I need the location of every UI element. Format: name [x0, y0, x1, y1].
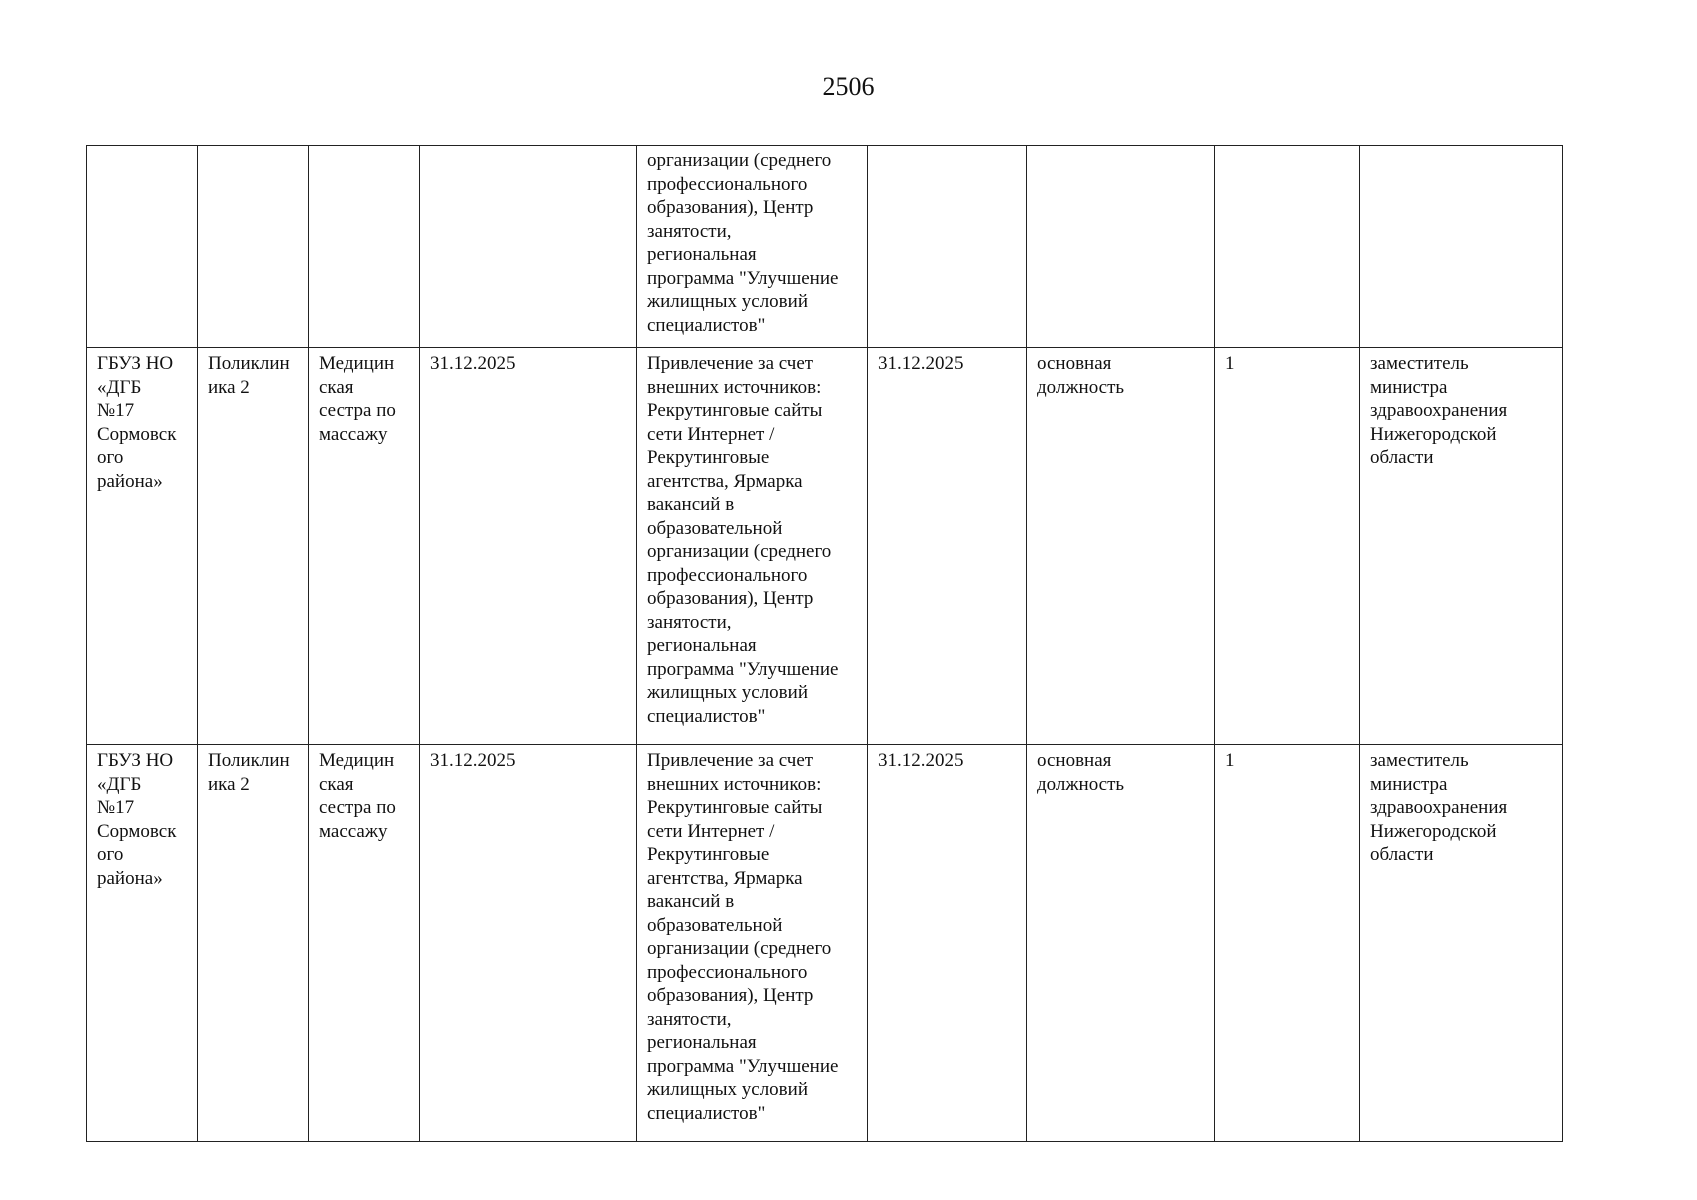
cell-count: 1	[1215, 745, 1360, 1142]
text-line: ская	[319, 376, 354, 398]
text-line: Нижегородской	[1370, 423, 1497, 445]
table-row-continuation	[87, 146, 1563, 348]
text-line: сестра по	[319, 400, 396, 421]
org-text	[97, 749, 187, 890]
text-line: региональная	[647, 635, 757, 656]
type-text	[1037, 352, 1204, 399]
text-line: специалистов"	[647, 1102, 766, 1124]
cell-date-2	[868, 146, 1027, 348]
text-line: специалистов"	[647, 705, 766, 727]
text-line: жилищных условий	[647, 682, 808, 703]
text-line: образования), Центр	[647, 985, 814, 1006]
text-line: вакансий в	[647, 891, 735, 912]
text-line: Поликлин	[208, 750, 290, 771]
staffing-table	[86, 145, 1563, 1142]
text-line: района»	[97, 470, 163, 492]
text-line: профессионального	[647, 564, 808, 586]
unit-text	[208, 352, 298, 399]
cell-org	[87, 745, 198, 1142]
cell-count: 1	[1215, 348, 1360, 745]
cell-date-2: 31.12.2025	[868, 745, 1027, 1142]
text-line: жилищных условий	[647, 291, 808, 312]
text-line: образовательной	[647, 517, 783, 539]
text-line: Поликлин	[208, 353, 290, 374]
text-line: «ДГБ	[97, 773, 142, 795]
text-line: профессионального	[647, 961, 808, 983]
org-text	[97, 352, 187, 493]
text-line: Привлечение за счет	[647, 750, 814, 771]
cell-date-1	[420, 146, 637, 348]
method-text	[647, 749, 857, 1125]
text-line: №17	[97, 400, 135, 421]
cell-type	[1027, 146, 1215, 348]
cell-unit	[198, 348, 309, 745]
text-line: сети Интернет /	[647, 820, 775, 842]
text-line: ская	[319, 773, 354, 795]
cell-count	[1215, 146, 1360, 348]
text-line: ика 2	[208, 376, 250, 398]
text-line: области	[1370, 844, 1434, 865]
text-line: агентства, Ярмарка	[647, 470, 803, 492]
text-line: программа "Улучшение	[647, 658, 839, 680]
text-line: образования), Центр	[647, 588, 814, 609]
text-line: области	[1370, 447, 1434, 468]
cell-method	[637, 146, 868, 348]
text-line: программа "Улучшение	[647, 267, 839, 289]
text-line: массажу	[319, 423, 388, 445]
text-line: занятости,	[647, 611, 732, 633]
text-line: сети Интернет /	[647, 423, 775, 445]
text-line: региональная	[647, 244, 757, 265]
text-line: Медицин	[319, 750, 395, 771]
text-line: вакансий в	[647, 494, 735, 515]
method-text	[647, 352, 857, 728]
text-line: должность	[1037, 773, 1125, 795]
text-line: министра	[1370, 376, 1448, 398]
cell-date-2: 31.12.2025	[868, 348, 1027, 745]
responsible-text	[1370, 352, 1552, 470]
text-line: массажу	[319, 820, 388, 842]
text-line: ого	[97, 844, 124, 865]
cell-org	[87, 348, 198, 745]
text-line: Нижегородской	[1370, 820, 1497, 842]
text-line: министра	[1370, 773, 1448, 795]
text-line: организации (среднего	[647, 938, 832, 959]
text-line: жилищных условий	[647, 1079, 808, 1100]
text-line: «ДГБ	[97, 376, 142, 398]
cell-method	[637, 348, 868, 745]
text-line: основная	[1037, 353, 1112, 374]
text-line: основная	[1037, 750, 1112, 771]
text-line: Рекрутинговые	[647, 447, 770, 468]
text-line: образования), Центр	[647, 197, 814, 218]
text-line: специалистов"	[647, 314, 766, 336]
page-number: 2506	[822, 72, 875, 101]
text-line: ГБУЗ НО	[97, 750, 174, 771]
position-text	[319, 749, 409, 843]
cell-method	[637, 745, 868, 1142]
text-line: Медицин	[319, 353, 395, 374]
text-line: заместитель	[1370, 353, 1469, 374]
text-line: района»	[97, 867, 163, 889]
text-line: внешних источников:	[647, 773, 822, 795]
text-line: сестра по	[319, 797, 396, 818]
cell-type	[1027, 745, 1215, 1142]
text-line: занятости,	[647, 1008, 732, 1030]
text-line: организации (среднего	[647, 541, 832, 562]
cell-org	[87, 146, 198, 348]
cell-type	[1027, 348, 1215, 745]
cell-date-1: 31.12.2025	[420, 745, 637, 1142]
text-line: №17	[97, 797, 135, 818]
text-line: программа "Улучшение	[647, 1055, 839, 1077]
text-line: агентства, Ярмарка	[647, 867, 803, 889]
type-text	[1037, 749, 1204, 796]
text-line: региональная	[647, 1032, 757, 1053]
cell-position	[309, 348, 420, 745]
text-line: профессионального	[647, 173, 808, 195]
text-line: Рекрутинговые сайты	[647, 400, 823, 421]
method-text	[647, 149, 857, 337]
text-line: образовательной	[647, 914, 783, 936]
cell-unit	[198, 745, 309, 1142]
cell-position	[309, 745, 420, 1142]
text-line: Сормовск	[97, 423, 177, 445]
text-line: внешних источников:	[647, 376, 822, 398]
text-line: здравоохранения	[1370, 400, 1508, 421]
position-text	[319, 352, 409, 446]
cell-unit	[198, 146, 309, 348]
responsible-text	[1370, 749, 1552, 867]
cell-responsible	[1360, 146, 1563, 348]
text-line: Рекрутинговые сайты	[647, 797, 823, 818]
text-line: должность	[1037, 376, 1125, 398]
text-line: ого	[97, 447, 124, 468]
cell-date-1: 31.12.2025	[420, 348, 637, 745]
table-row	[87, 745, 1563, 1142]
text-line: Сормовск	[97, 820, 177, 842]
text-line: здравоохранения	[1370, 797, 1508, 818]
text-line: Рекрутинговые	[647, 844, 770, 865]
table-row	[87, 348, 1563, 745]
text-line: ГБУЗ НО	[97, 353, 174, 374]
text-line: заместитель	[1370, 750, 1469, 771]
cell-position	[309, 146, 420, 348]
cell-responsible	[1360, 745, 1563, 1142]
text-line: ика 2	[208, 773, 250, 795]
text-line: Привлечение за счет	[647, 353, 814, 374]
text-line: организации (среднего	[647, 150, 832, 171]
text-line: занятости,	[647, 220, 732, 242]
cell-responsible	[1360, 348, 1563, 745]
unit-text	[208, 749, 298, 796]
